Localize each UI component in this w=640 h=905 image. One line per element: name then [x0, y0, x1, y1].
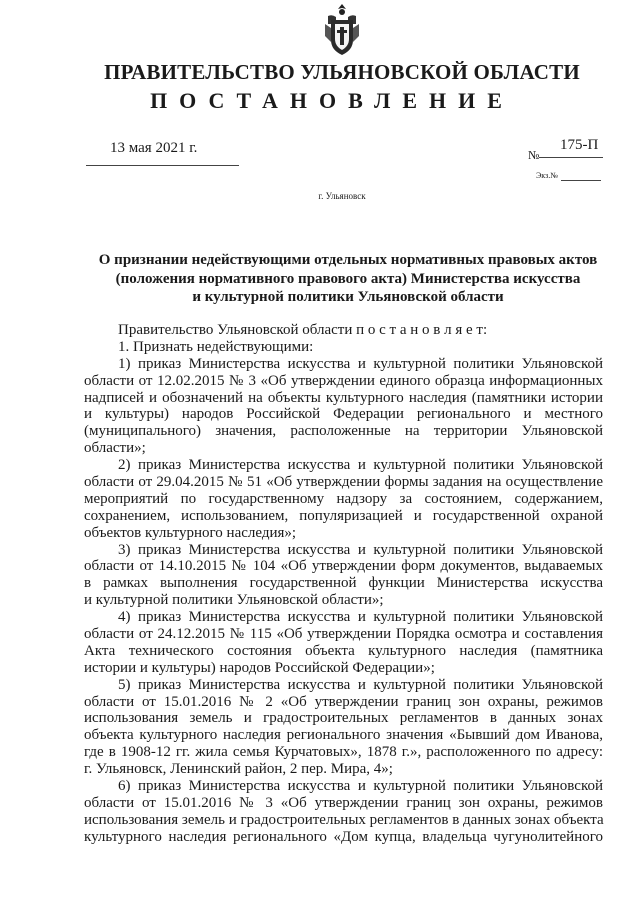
body-line: области от 12.02.2015 № 3 «Об утверждении единого образца информационных: [84, 372, 603, 389]
body-line: объектов культурного наследия»;: [84, 524, 297, 541]
body-line: объекта культурного наследия регионального значения «Бывший дом Иванова,: [84, 727, 603, 744]
number-label: №: [528, 148, 540, 162]
document-type: ПОСТАНОВЛЕНИЕ: [150, 88, 514, 113]
body-line: области от 15.01.2016 № 3 «Об утверждении границ зон охраны, режимов: [84, 794, 603, 811]
body-line: в рамках выполнения государственной функции Министерства искусства: [84, 575, 603, 592]
body-line: использования земель и градостроительных регламентов в данных зонах объекта: [84, 811, 604, 828]
copy-number-underline: [561, 180, 601, 181]
body-line: 6) приказ Министерства искусства и культурной политики Ульяновской: [118, 778, 603, 795]
body-line: области от 24.12.2015 № 115 «Об утверждении Порядка осмотра и составления: [84, 626, 603, 643]
body-line: Акта технического состояния объекта культурного наследия (памятника: [84, 642, 603, 659]
body-line: где в 1908-12 гг. жила семья Курчатовых», 1878 г.», расположенного по адресу:: [84, 744, 603, 761]
copy-number-label: Экз.№: [536, 171, 558, 180]
body-line: сохранением, использованием, популяризацией и государственной охраной: [84, 507, 603, 524]
document-date: 13 мая 2021 г.: [110, 140, 198, 156]
body-line: Правительство Ульяновской области п о с т а н о в л я е т:: [118, 322, 488, 338]
body-line: истории и культуры) народов Российской Федерации»;: [84, 659, 435, 676]
government-name: ПРАВИТЕЛЬСТВО УЛЬЯНОВСКОЙ ОБЛАСТИ: [104, 60, 580, 84]
body-line: культурного наследия регионального «Дом купца, владельца чугунолитейного: [84, 828, 603, 845]
body-line: области»;: [84, 440, 146, 457]
body-line: 1. Признать недействующими:: [118, 338, 314, 355]
body-line: мероприятий по государственному надзору за состоянием, содержанием,: [84, 490, 603, 507]
city: г. Ульяновск: [318, 191, 366, 201]
body-line: области от 14.10.2015 № 104 «Об утверждении форм документов, выдаваемых: [84, 558, 603, 575]
body-line: 5) приказ Министерства искусства и культурной политики Ульяновской: [118, 676, 603, 693]
document-body: [84, 322, 603, 846]
body-line: 3) приказ Министерства искусства и культурной политики Ульяновской: [118, 541, 603, 558]
heading-line: О признании недействующими отдельных нормативных правовых актов: [98, 252, 598, 268]
date-underline: [86, 165, 239, 166]
heading-line: (положения нормативного правового акта) Министерства искусства: [115, 270, 581, 287]
coat-of-arms-emblem: [322, 2, 362, 58]
body-line: 1) приказ Министерства искусства и культурной политики Ульяновской: [118, 355, 603, 372]
body-line: г. Ульяновск, Ленинский район, 2 пер. Мира, 4»;: [84, 761, 393, 778]
body-line: 4) приказ Министерства искусства и культурной политики Ульяновской: [118, 609, 603, 626]
document-heading: [84, 251, 612, 307]
body-line: области от 15.01.2016 № 2 «Об утверждении границ зон охраны, режимов: [84, 693, 603, 710]
body-line: использования земель и градостроительных регламентов в данных зонах: [84, 710, 603, 727]
body-line: (муниципального) значения, расположенные на территории Ульяновской: [84, 423, 603, 440]
body-line: 2) приказ Министерства искусства и культурной политики Ульяновской: [118, 457, 603, 474]
document-number: 175-П: [560, 137, 599, 153]
body-line: надписей и обозначений на объекты культурного наследия (памятники истории: [84, 389, 603, 406]
number-underline: [539, 157, 603, 158]
body-line: области от 29.04.2015 № 51 «Об утверждении формы задания на осуществление: [84, 474, 603, 491]
body-line: и культурной политики Ульяновской области»;: [84, 592, 384, 609]
heading-line: и культурной политики Ульяновской области: [192, 289, 504, 305]
body-line: и культуры) народов Российской Федерации регионального и местного: [84, 406, 603, 423]
